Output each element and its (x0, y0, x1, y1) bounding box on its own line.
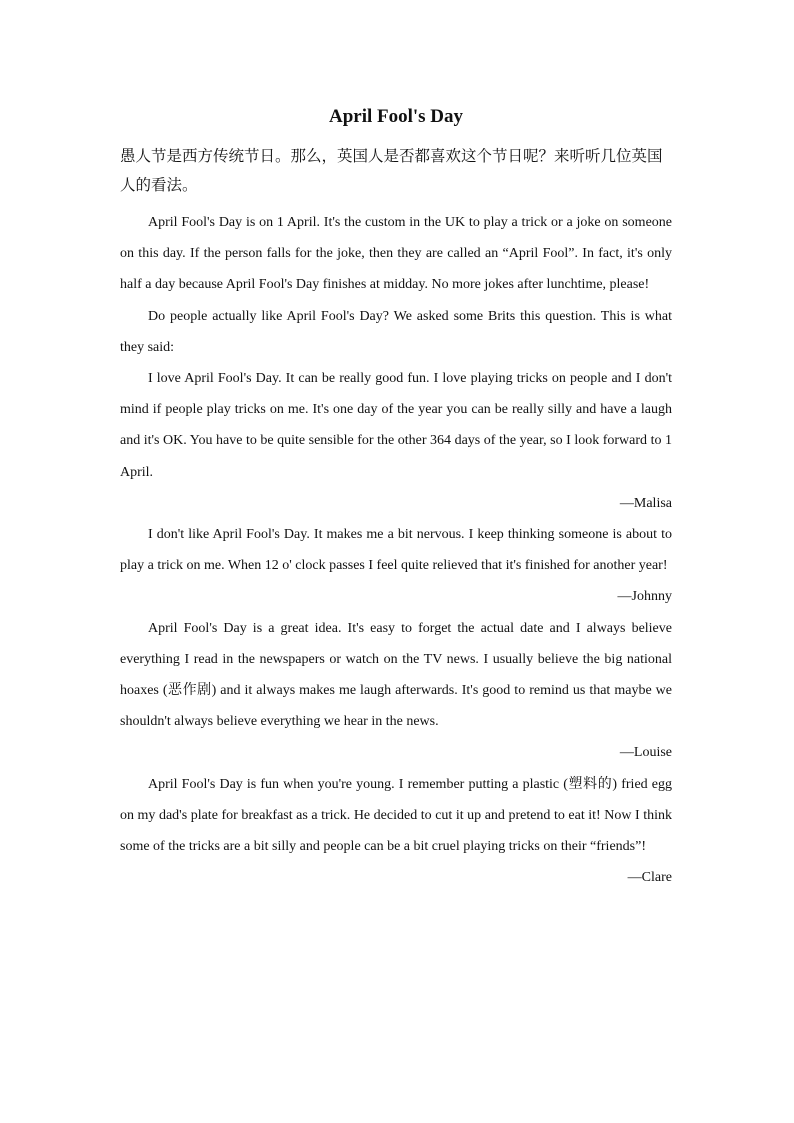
document-page (120, 104, 672, 893)
opinion-clare-author: —Clare (627, 870, 672, 886)
paragraph-question: Do people actually like April Fool's Day? We asked some Brits this question. This is what they said: (120, 308, 672, 355)
opinion-clare-text: April Fool's Day is fun when you're young. I remember putting a plastic (塑料的) fried egg on my dad's plate for breakfast as a trick. He decided to cut it up and pretend to eat it! Now I think some of the tricks are a bit silly and people can be a bit cruel playing tricks on their “friends”! (120, 776, 672, 855)
chinese-intro: 愚人节是西方传统节日。那么，英国人是否都喜欢这个节日呢？来听听几位英国人的看法。 (120, 147, 663, 194)
paragraph-intro: April Fool's Day is on 1 April. It's the custom in the UK to play a trick or a joke on someone on this day. If the person falls for the joke, then they are called an “April Fool”. In fact, it's only half a day because April Fool's Day finishes at midday. No more jokes after lunchtime, please! (120, 215, 672, 293)
opinion-malisa-text: I love April Fool's Day. It can be really good fun. I love playing tricks on people and I don't mind if people play tricks on me. It's one day of the year you can be really silly and have a laugh and it's OK. You have to be quite sensible for the other 364 days of the year, so I look forward to 1 April. (120, 371, 672, 480)
opinion-louise-author: —Louise (619, 745, 672, 761)
opinion-malisa-author: —Malisa (619, 495, 672, 511)
opinion-johnny-author: —Johnny (617, 589, 672, 605)
opinion-johnny-text: I don't like April Fool's Day. It makes me a bit nervous. I keep thinking someone is about to play a trick on me. When 12 o' clock passes I feel quite relieved that it's finished for another year! (120, 527, 672, 574)
document-title: April Fool's Day (328, 106, 464, 127)
opinion-louise-text: April Fool's Day is a great idea. It's easy to forget the actual date and I always believe everything I read in the newspapers or watch on the TV news. I usually believe the big national hoaxes (恶作剧) and it always makes me laugh afterwards. It's good to remind us that maybe we shouldn't always believe everything we hear in the news. (120, 620, 672, 730)
